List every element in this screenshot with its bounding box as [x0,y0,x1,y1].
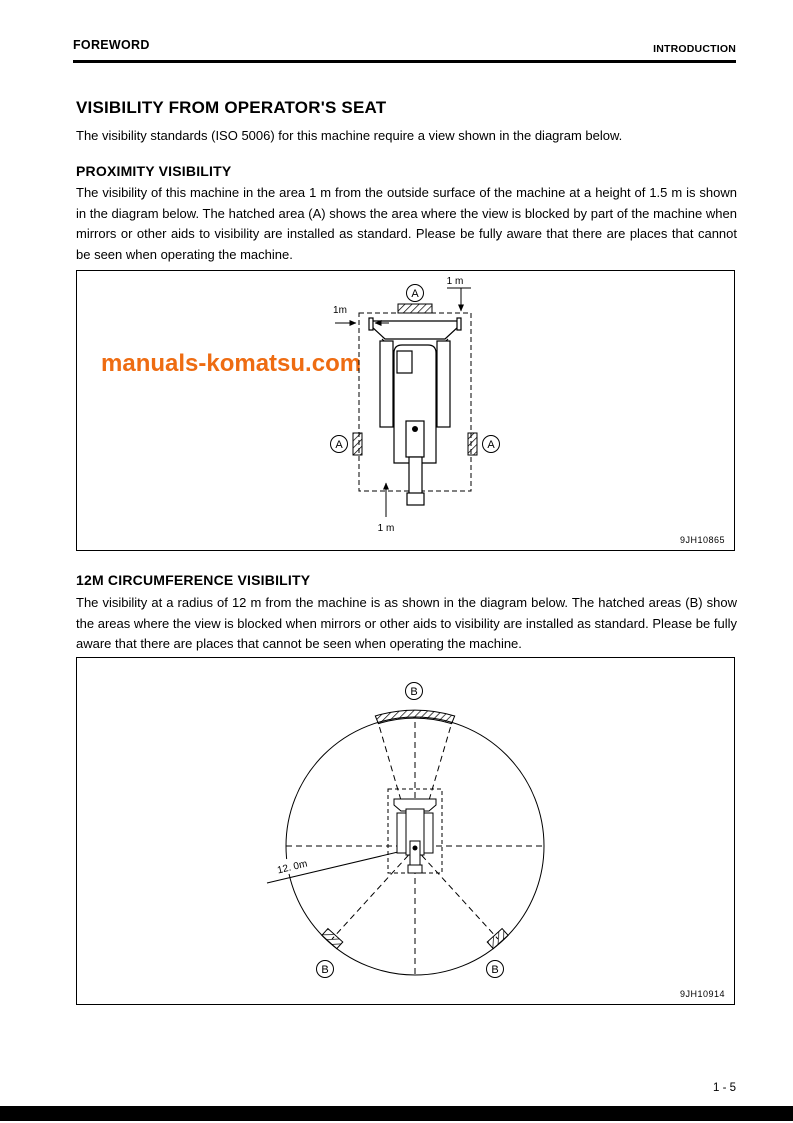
svg-text:B: B [321,964,329,976]
watermark: manuals-komatsu.com [101,350,362,377]
circumference-body: The visibility at a radius of 12 m from the machine is as shown in the diagram below. The hatched areas (B) show the areas where the view is blocked when mirrors or other aids to visibility are installed as standard. Please be fully aware that there are places that cannot be seen when operating the machine. [76,595,737,651]
header-introduction: INTRODUCTION [653,43,736,55]
intro-text: The visibility standards (ISO 5006) for this machine require a view shown in the diagram below. [76,128,623,143]
figure-code-1: 9JH10865 [679,535,725,545]
svg-text:A: A [487,439,495,451]
circumference-diagram-svg [77,658,734,1004]
svg-text:A: A [335,439,343,451]
proximity-body: The visibility of this machine in the area 1 m from the outside surface of the machine at a height of 1.5 m is shown in the diagram below. The hatched area (A) shows the area where the view is blocked by part of the machine when mirrors or other aids to visibility are installed as standard. Please be fully aware that there are places that cannot be seen when operating the machine. [76,185,737,262]
proximity-diagram-svg [77,271,734,550]
svg-text:B: B [491,964,499,976]
proximity-figure-box [76,270,735,551]
circumference-figure-box [76,657,735,1005]
label-b-bottom-left [317,961,334,978]
dim-top-label: 1 m [446,276,464,287]
machine-top-view-small [388,789,442,873]
label-a-left [331,436,348,453]
dimension-left [333,305,389,323]
label-b-bottom-right [487,961,504,978]
proximity-heading: PROXIMITY VISIBILITY [76,163,232,179]
circumference-heading: 12M CIRCUMFERENCE VISIBILITY [76,572,311,588]
dim-bottom-label: 1 m [377,523,395,534]
dimension-top [447,276,471,311]
page-title: VISIBILITY FROM OPERATOR'S SEAT [76,98,387,117]
machine-top-view [369,318,461,505]
bottom-bar [0,1106,793,1121]
radius-label: 12. 0m [276,858,309,877]
header-rule [73,60,736,63]
svg-text:A: A [411,288,419,300]
label-a-top [407,285,424,302]
radius-line [265,848,415,883]
header-foreword: FOREWORD [73,38,150,52]
svg-text:B: B [410,686,418,698]
label-b-top [406,683,423,700]
label-a-right [483,436,500,453]
figure-code-2: 9JH10914 [679,989,725,999]
page-number: 1 - 5 [712,1082,736,1094]
dim-left-label: 1m [333,305,347,316]
